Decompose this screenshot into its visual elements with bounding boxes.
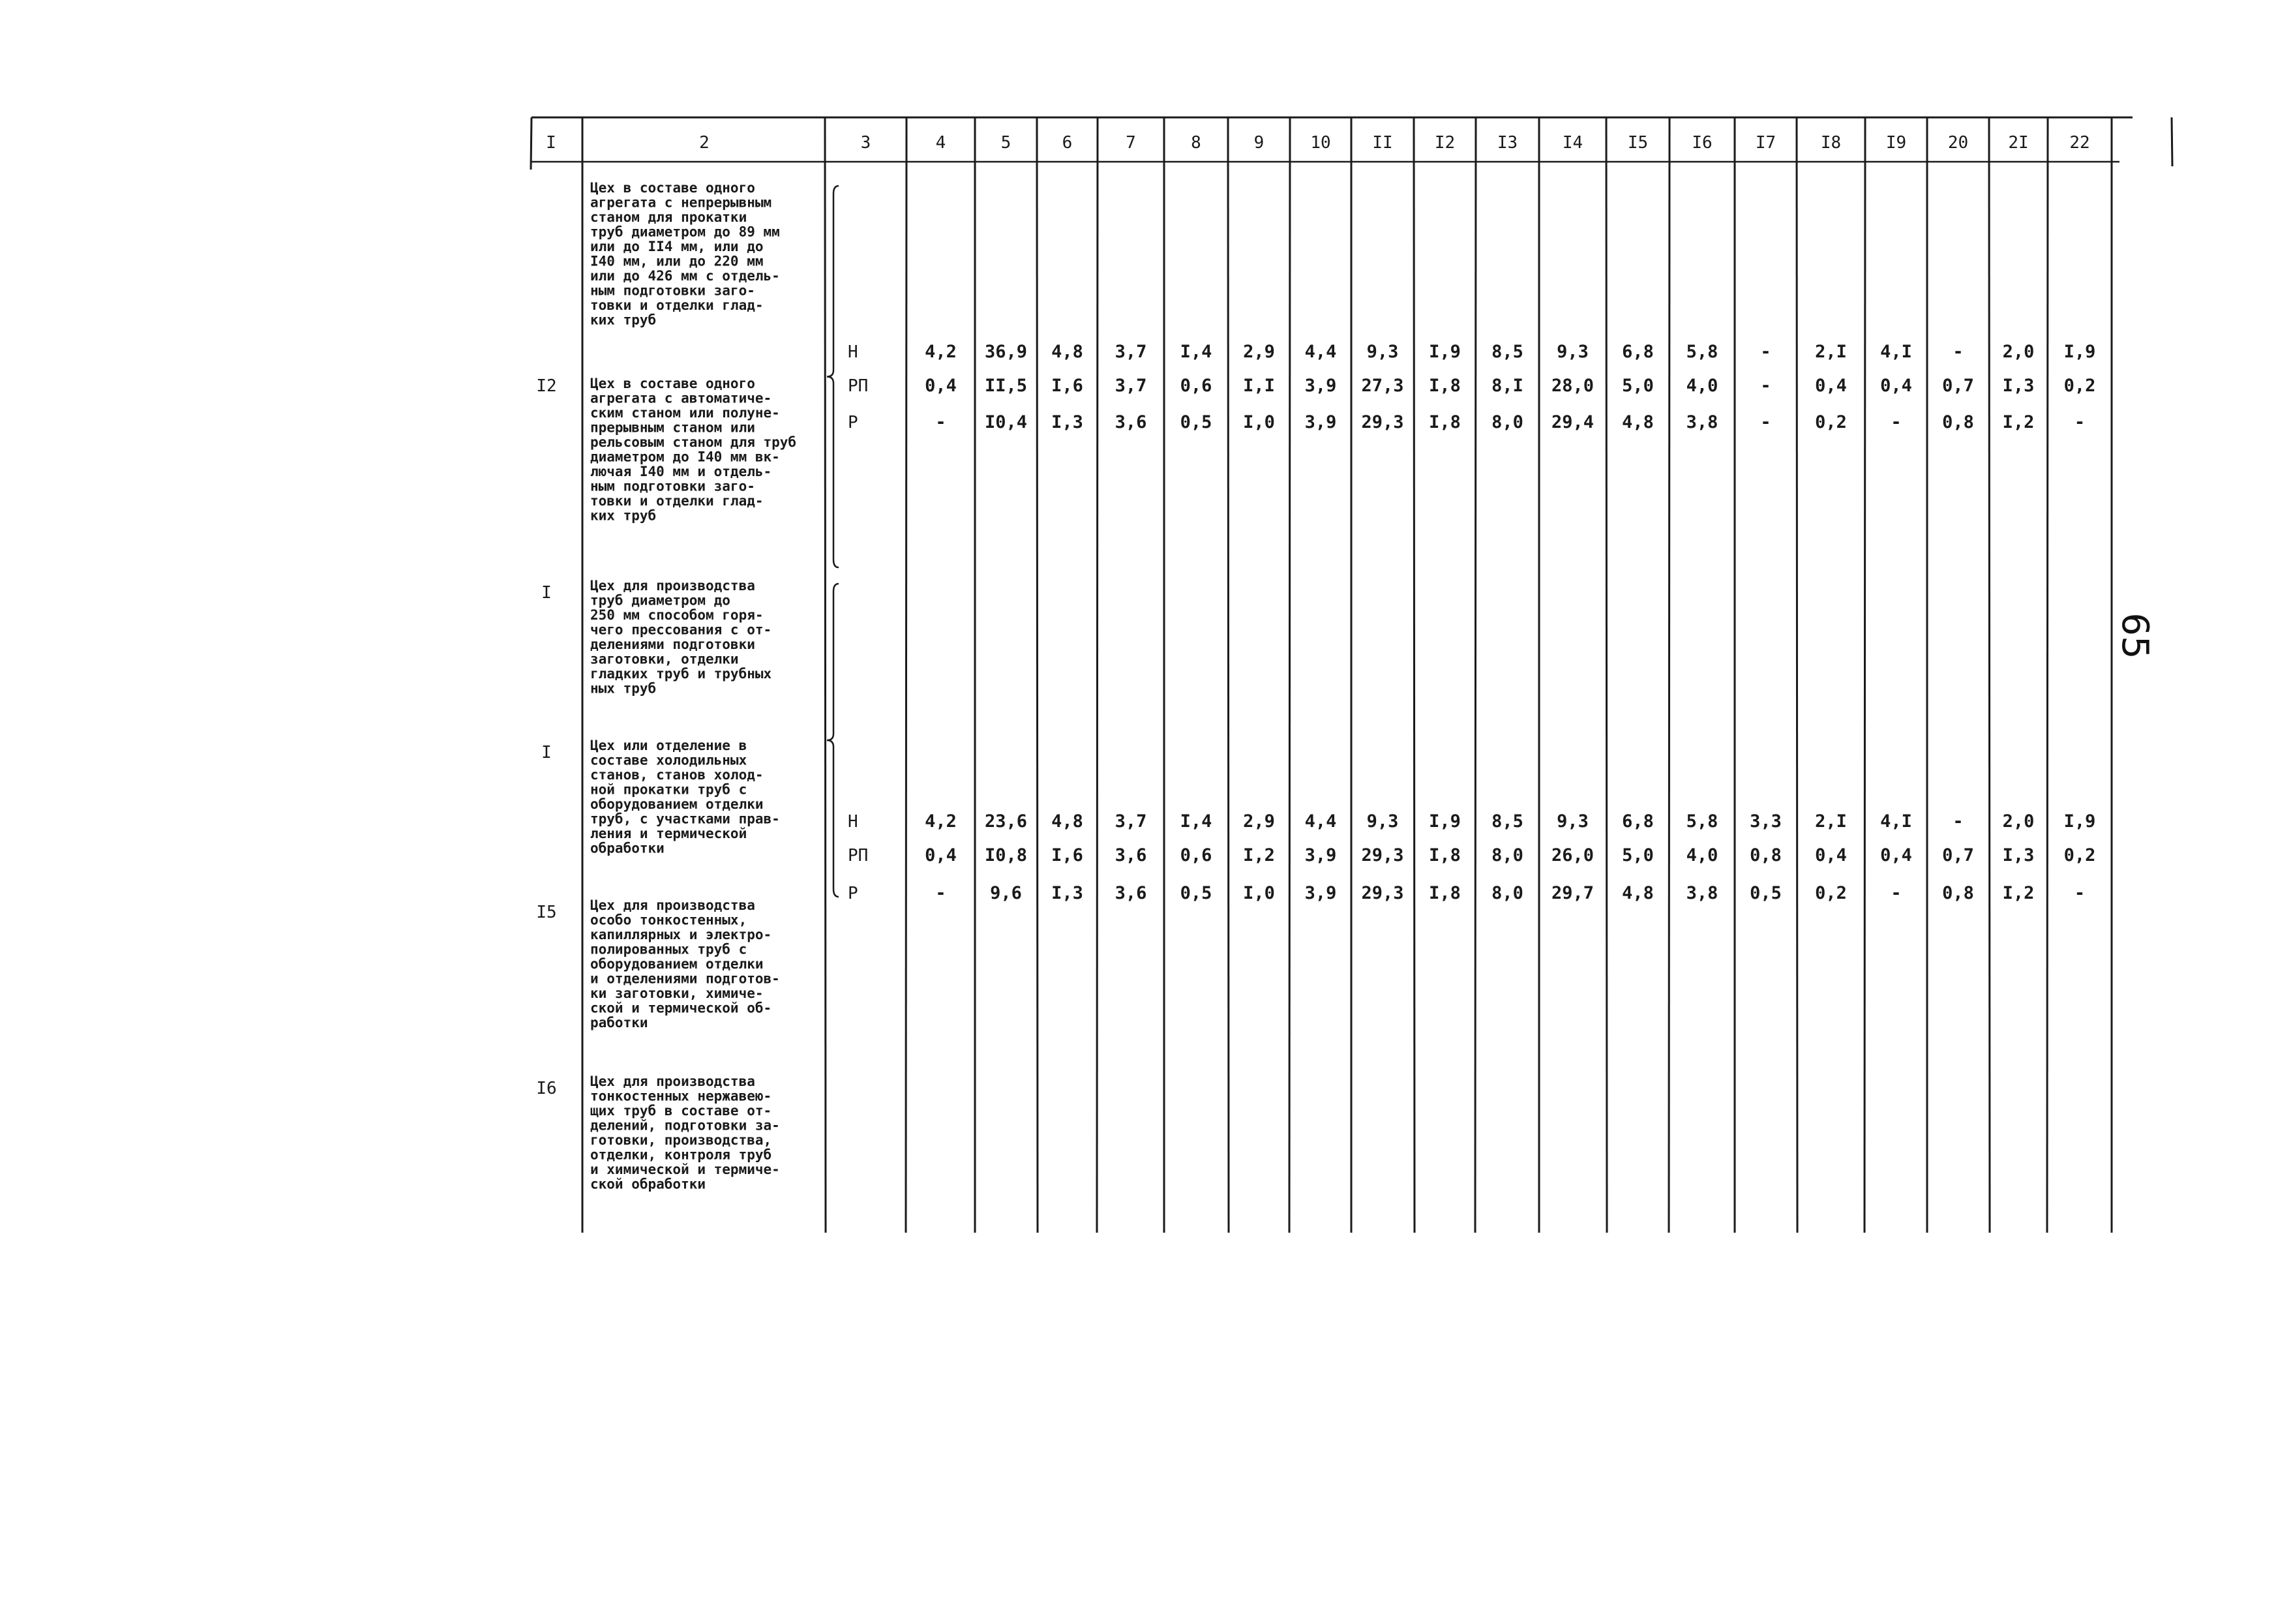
description-line: труб диаметром до 89 мм [590, 224, 780, 240]
brace [827, 584, 839, 897]
value-cell: - [935, 883, 946, 903]
value-cell: 5,0 [1622, 376, 1654, 396]
value-cell: 3,6 [1115, 412, 1147, 432]
value-cell: 29,7 [1551, 883, 1595, 903]
value-cell: 8,0 [1491, 412, 1523, 432]
value-cell: 3,6 [1115, 845, 1147, 865]
description-line: оборудованием отделки [590, 956, 764, 972]
description-line: ской и термической об- [590, 1000, 772, 1016]
description-line: лючая I40 мм и отдель- [590, 464, 772, 479]
value-cell: 0,2 [2063, 376, 2096, 396]
description-line: диаметром до I40 мм вк- [590, 449, 780, 465]
value-cell: - [1891, 412, 1902, 432]
line-code: РП [848, 376, 869, 396]
description-line: особо тонкостенных, [590, 912, 747, 928]
value-cell: 0,8 [1942, 412, 1974, 432]
value-cell: I,8 [1429, 883, 1461, 903]
value-cell: - [1953, 811, 1964, 832]
header-cell: 5 [1000, 133, 1011, 153]
description-line: делениями подготовки [590, 637, 755, 652]
row-number: I [541, 743, 552, 762]
description-line: прерывным станом или [590, 419, 755, 436]
line-code: Н [848, 342, 858, 362]
value-cell: 0,5 [1180, 883, 1212, 903]
column-rule [1864, 117, 1865, 1233]
description-line: работки [590, 1015, 648, 1030]
value-cell: I,9 [2063, 811, 2096, 832]
column-rule [1475, 117, 1476, 1233]
column-rule [825, 117, 826, 1233]
value-cell: I,6 [1051, 376, 1083, 396]
value-cells [848, 342, 2095, 903]
value-cell: 2,0 [2002, 342, 2035, 362]
value-cell: I,3 [1051, 883, 1083, 903]
value-cell: 3,7 [1115, 811, 1147, 832]
header-row [546, 133, 2089, 153]
value-cell: 0,2 [1815, 412, 1847, 432]
row-descriptions [590, 180, 796, 1192]
value-cell: 6,8 [1622, 342, 1654, 362]
row-number: I [541, 583, 552, 603]
value-cell: - [935, 412, 946, 432]
table-grid [531, 117, 2172, 1233]
line-code: Н [848, 812, 858, 832]
header-cell: I6 [1692, 133, 1713, 153]
description-line: и отделениями подготов- [590, 970, 780, 987]
column-rule [1037, 117, 1038, 1233]
value-cell: - [1891, 883, 1902, 903]
description-line: станов, станов холод- [590, 767, 764, 783]
value-cell: 29,3 [1361, 412, 1404, 432]
value-cell: I,2 [1243, 845, 1275, 865]
description-line: заготовки, отделки [590, 651, 739, 667]
description-line: товки и отделки глад- [590, 297, 764, 313]
description-line: капиллярных и электро- [590, 927, 772, 942]
value-cell: 9,3 [1557, 342, 1589, 362]
description-line: ской обработки [590, 1176, 706, 1192]
value-cell: 4,8 [1051, 342, 1083, 362]
value-cell: 2,9 [1243, 342, 1275, 362]
description-line: товки и отделки глад- [590, 493, 764, 509]
value-cell: 4,8 [1051, 811, 1083, 832]
value-cell: 23,6 [984, 811, 1028, 832]
value-cell: 29,3 [1361, 883, 1404, 903]
value-cell: 5,0 [1622, 845, 1654, 865]
line-code: Р [848, 413, 858, 432]
value-cell: 3,7 [1115, 342, 1147, 362]
value-cell: 4,2 [925, 342, 957, 362]
header-cell: II [1372, 133, 1393, 153]
value-cell: 26,0 [1551, 845, 1595, 865]
column-rule [1414, 117, 1415, 1233]
header-cell: I4 [1562, 133, 1583, 153]
header-cell: I8 [1820, 133, 1842, 153]
description-line: составе холодильных [590, 752, 747, 768]
value-cell: 2,I [1815, 342, 1847, 362]
description-line: Цех для производства [590, 578, 755, 594]
value-cell: 4,I [1880, 811, 1912, 832]
description-line: оборудованием отделки [590, 796, 764, 812]
value-cell: I,0 [1243, 883, 1275, 903]
value-cell: 3,9 [1304, 376, 1337, 396]
value-cell: 4,8 [1622, 412, 1654, 432]
value-cell: 4,4 [1304, 342, 1337, 362]
value-cell: 3,9 [1304, 845, 1337, 865]
header-cell: I [546, 133, 556, 153]
value-cell: 9,6 [990, 883, 1022, 903]
value-cell: 3,8 [1686, 883, 1718, 903]
value-cell: 4,I [1880, 342, 1912, 362]
header-cell: 2I [2008, 133, 2029, 153]
value-cell: - [2074, 412, 2086, 432]
value-cell: I,4 [1180, 342, 1212, 362]
value-cell: I,6 [1051, 845, 1083, 865]
value-cell: 0,4 [925, 845, 957, 865]
description-line: и химической и термиче- [590, 1162, 780, 1177]
value-cell: 3,7 [1115, 376, 1147, 396]
value-cell: 8,I [1491, 376, 1523, 396]
page-number: 65 [2114, 612, 2156, 659]
value-cell: 4,2 [925, 811, 957, 832]
description-line: или до 426 мм с отдель- [590, 268, 780, 284]
value-cell: I,3 [1051, 412, 1083, 432]
value-cell: 6,8 [1622, 811, 1654, 832]
header-cell: I5 [1627, 133, 1649, 153]
value-cell: 28,0 [1551, 376, 1595, 396]
brace [827, 186, 839, 567]
description-line: делений, подготовки за- [590, 1117, 780, 1134]
description-line: ных труб [590, 680, 657, 697]
value-cell: 3,9 [1304, 883, 1337, 903]
description-line: тонкостенных нержавею- [590, 1088, 772, 1104]
description-line: станом для прокатки [590, 209, 747, 225]
description-line: обработки [590, 840, 665, 856]
column-rule [1606, 117, 1607, 1233]
value-cell: 0,8 [1750, 845, 1782, 865]
value-cell: - [1760, 342, 1771, 362]
value-cell: 9,3 [1366, 342, 1399, 362]
value-cell: I,2 [2002, 412, 2035, 432]
header-cell: 4 [935, 133, 946, 153]
description-line: Цех для производства [590, 897, 755, 913]
value-cell: 3,9 [1304, 412, 1337, 432]
value-cell: - [2074, 883, 2086, 903]
value-cell: I0,4 [984, 412, 1028, 432]
value-cell: 0,6 [1180, 845, 1212, 865]
header-cell: 9 [1253, 133, 1265, 153]
header-cell: 7 [1126, 133, 1136, 153]
line-code: Р [848, 884, 858, 903]
value-cell: I,8 [1429, 376, 1461, 396]
description-line: труб, с участками прав- [590, 811, 780, 827]
value-cell: 4,0 [1686, 376, 1718, 396]
header-cell: 3 [860, 133, 871, 153]
value-cell: 29,3 [1361, 845, 1404, 865]
value-cell: 0,4 [1880, 845, 1912, 865]
column-rule [2047, 117, 2048, 1233]
description-line: чего прессования с от- [590, 622, 772, 638]
header-cell: 8 [1191, 133, 1201, 153]
value-cell: 36,9 [984, 342, 1028, 362]
value-cell: 0,4 [1880, 376, 1912, 396]
header-cell: 2 [699, 133, 710, 153]
value-cell: 2,I [1815, 811, 1847, 832]
description-line: 250 мм способом горя- [590, 607, 764, 623]
value-cell: 29,4 [1551, 412, 1595, 432]
value-cell: 0,2 [1815, 883, 1847, 903]
value-cell: 0,2 [2063, 845, 2096, 865]
value-cell: 4,8 [1622, 883, 1654, 903]
header-cell: 10 [1310, 133, 1331, 153]
header-cell: I9 [1885, 133, 1907, 153]
description-line: ки заготовки, химиче- [590, 985, 764, 1001]
value-cell: 5,8 [1686, 811, 1718, 832]
description-line: готовки, производства, [590, 1132, 772, 1148]
description-line: ких труб [590, 312, 657, 328]
column-rule [1989, 117, 1990, 1233]
value-cell: 0,6 [1180, 376, 1212, 396]
description-line: отделки, контроля труб [590, 1147, 772, 1163]
description-line: ским станом или полуне- [590, 405, 780, 421]
description-line: ких труб [590, 507, 657, 524]
value-cell: 8,0 [1491, 845, 1523, 865]
value-cell: 0,7 [1942, 845, 1974, 865]
value-cell: 5,8 [1686, 342, 1718, 362]
value-cell: I,2 [2002, 883, 2035, 903]
header-cell: I3 [1497, 133, 1518, 153]
description-line: Цех или отделение в [590, 738, 747, 753]
value-cell: I,8 [1429, 412, 1461, 432]
value-cell: 0,7 [1942, 376, 1974, 396]
description-line: агрегата с непрерывным [590, 194, 772, 211]
row-number: I6 [536, 1079, 557, 1098]
description-line: или до II4 мм, или до [590, 239, 764, 254]
column-rule [1097, 117, 1098, 1233]
row-number: I5 [536, 903, 557, 922]
value-cell: I,0 [1243, 412, 1275, 432]
value-cell: 2,0 [2002, 811, 2035, 832]
description-line: полированных труб с [590, 941, 747, 957]
header-cell: I2 [1434, 133, 1456, 153]
description-line: ным подготовки заго- [590, 478, 755, 494]
value-cell: II,5 [984, 376, 1028, 396]
value-cell: 27,3 [1361, 376, 1404, 396]
description-line: Цех для производства [590, 1074, 755, 1089]
value-cell: 3,3 [1750, 811, 1782, 832]
value-cell: I,9 [1429, 342, 1461, 362]
value-cell: 0,5 [1180, 412, 1212, 432]
value-cell: 9,3 [1557, 811, 1589, 832]
value-cell: 2,9 [1243, 811, 1275, 832]
value-cell: I,9 [2063, 342, 2096, 362]
row-numbers [536, 376, 556, 1098]
header-cell: 22 [2069, 133, 2090, 153]
value-cell: 8,0 [1491, 883, 1523, 903]
description-line: Цех в составе одного [590, 180, 755, 196]
value-cell: 3,8 [1686, 412, 1718, 432]
description-line: Цех в составе одного [590, 376, 755, 391]
value-cell: 0,8 [1942, 883, 1974, 903]
description-line: ления и термической [590, 826, 747, 841]
column-rule [1289, 117, 1290, 1233]
header-cell: 20 [1947, 133, 1969, 153]
value-cell: 0,4 [925, 376, 957, 396]
column-rule [531, 117, 532, 170]
row-number: I2 [536, 376, 557, 396]
value-cell: 4,4 [1304, 811, 1337, 832]
value-cell: 8,5 [1491, 811, 1523, 832]
description-line: I40 мм, или до 220 мм [590, 253, 764, 269]
value-cell: I,3 [2002, 376, 2035, 396]
value-cell: - [1760, 376, 1771, 396]
value-cell: I0,8 [984, 845, 1028, 865]
column-rule [1669, 117, 1670, 1233]
value-cell: 0,4 [1815, 376, 1847, 396]
value-cell: I,I [1243, 376, 1275, 396]
value-cell: 0,5 [1750, 883, 1782, 903]
value-cell: I,8 [1429, 845, 1461, 865]
value-cell: 8,5 [1491, 342, 1523, 362]
value-cell: 3,6 [1115, 883, 1147, 903]
description-line: рельсовым станом для труб [590, 434, 797, 450]
description-line: щих труб в составе от- [590, 1103, 772, 1119]
header-cell: I7 [1755, 133, 1776, 153]
description-line: труб диаметром до [590, 592, 730, 609]
line-code: РП [848, 846, 869, 865]
value-cell: I,9 [1429, 811, 1461, 832]
description-line: агрегата с автоматиче- [590, 390, 772, 406]
value-cell: 9,3 [1366, 811, 1399, 832]
description-line: ной прокатки труб с [590, 781, 747, 798]
value-cell: - [1760, 412, 1771, 432]
column-rule [1228, 117, 1229, 1233]
value-cell: - [1953, 342, 1964, 362]
description-line: ным подготовки заго- [590, 282, 755, 299]
value-cell: I,4 [1180, 811, 1212, 832]
value-cell: I,3 [2002, 845, 2035, 865]
value-cell: 0,4 [1815, 845, 1847, 865]
header-cell: 6 [1062, 133, 1073, 153]
value-cell: 4,0 [1686, 845, 1718, 865]
description-line: гладких труб и трубных [590, 666, 772, 682]
